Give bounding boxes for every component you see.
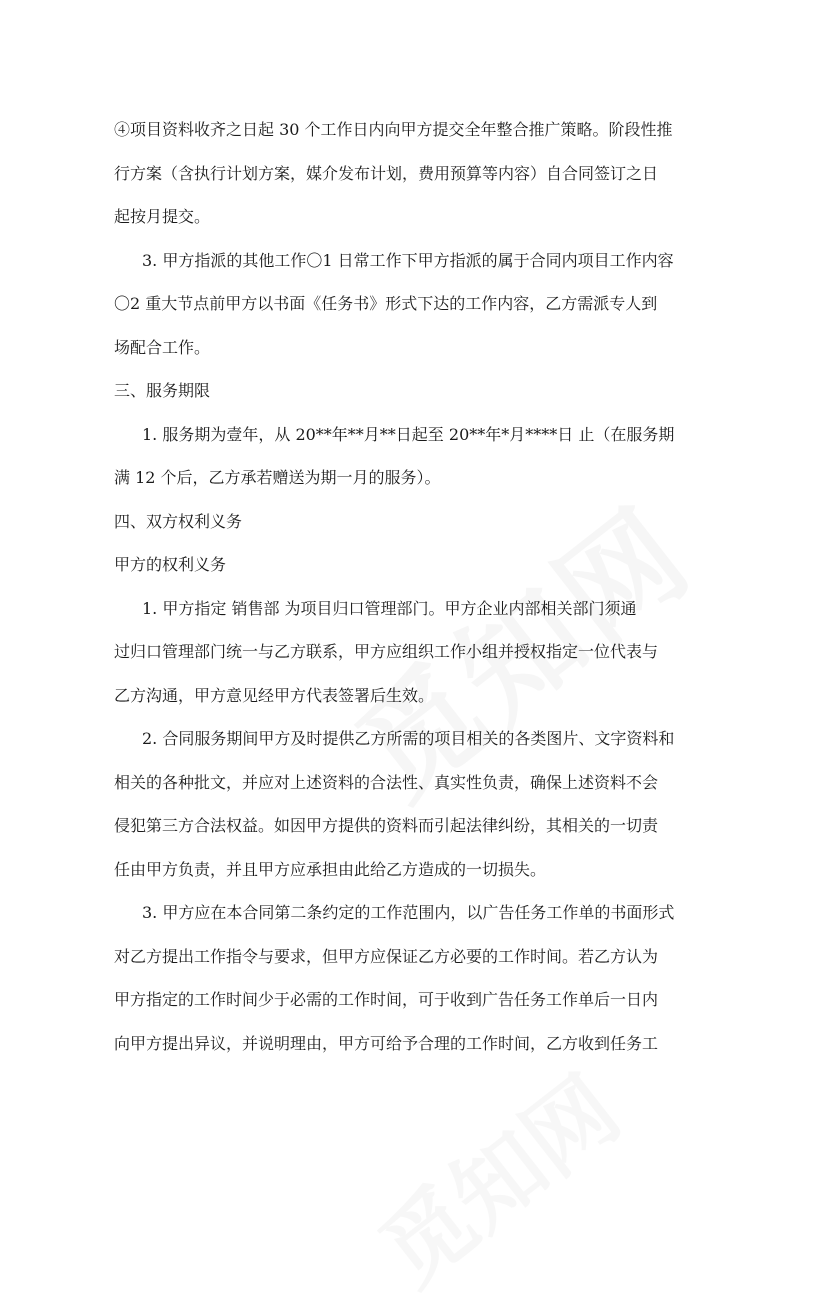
numbered-item: 1. 甲方指定 销售部 为项目归口管理部门。甲方企业内部相关部门须通 <box>142 598 637 618</box>
text-line: 甲方指定的工作时间少于必需的工作时间，可于收到广告任务工作单后一日内 <box>114 990 659 1009</box>
text-line: 对乙方提出工作指令与要求，但甲方应保证乙方必要的工作时间。若乙方认为 <box>114 946 659 966</box>
text-line: 场配合工作。 <box>114 337 211 357</box>
text-line: 行方案（含执行计划方案，媒介发布计划，费用预算等内容）自合同签订之日 <box>114 163 659 183</box>
text-line: 〇2 重大节点前甲方以书面《任务书》形式下达的工作内容，乙方需派专人到 <box>114 294 658 313</box>
text-line: ④项目资料收齐之日起 30 个工作日内向甲方提交全年整合推广策略。阶段性推 <box>114 120 673 139</box>
section-heading: 三、服务期限 <box>114 381 211 400</box>
section-heading: 四、双方权利义务 <box>114 511 243 531</box>
numbered-item: 1. 服务期为壹年，从 20**年**月**日起至 20**年*月****日 止（在服务期 <box>142 424 675 444</box>
text-line: 向甲方提出异议，并说明理由，甲方可给予合理的工作时间，乙方收到任务工 <box>114 1033 659 1053</box>
text-line: 满 12 个后，乙方承若赠送为期一月的服务）。 <box>114 468 441 487</box>
text-line: 过归口管理部门统一与乙方联系，甲方应组织工作小组并授权指定一位代表与 <box>114 642 659 661</box>
numbered-item: 3. 甲方指派的其他工作〇1 日常工作下甲方指派的属于合同内项目工作内容 <box>142 250 674 270</box>
watermark-bottom <box>349 1041 642 1309</box>
text-line: 任由甲方负责，并且甲方应承担由此给乙方造成的一切损失。 <box>114 859 547 879</box>
text-line: 侵犯第三方合法权益。如因甲方提供的资料而引起法律纠纷，其相关的一切责 <box>114 816 659 835</box>
numbered-item: 3. 甲方应在本合同第二条约定的工作范围内，以广告任务工作单的书面形式 <box>142 903 675 922</box>
subsection-heading: 甲方的权利义务 <box>114 555 227 574</box>
numbered-item: 2. 合同服务期间甲方及时提供乙方所需的项目相关的各类图片、文字资料和 <box>142 729 675 748</box>
text-line: 起按月提交。 <box>114 207 211 226</box>
document-body <box>114 108 708 1065</box>
text-line: 乙方沟通，甲方意见经甲方代表签署后生效。 <box>114 685 435 705</box>
text-line: 相关的各种批文，并应对上述资料的合法性、真实性负责，确保上述资料不会 <box>114 772 659 792</box>
